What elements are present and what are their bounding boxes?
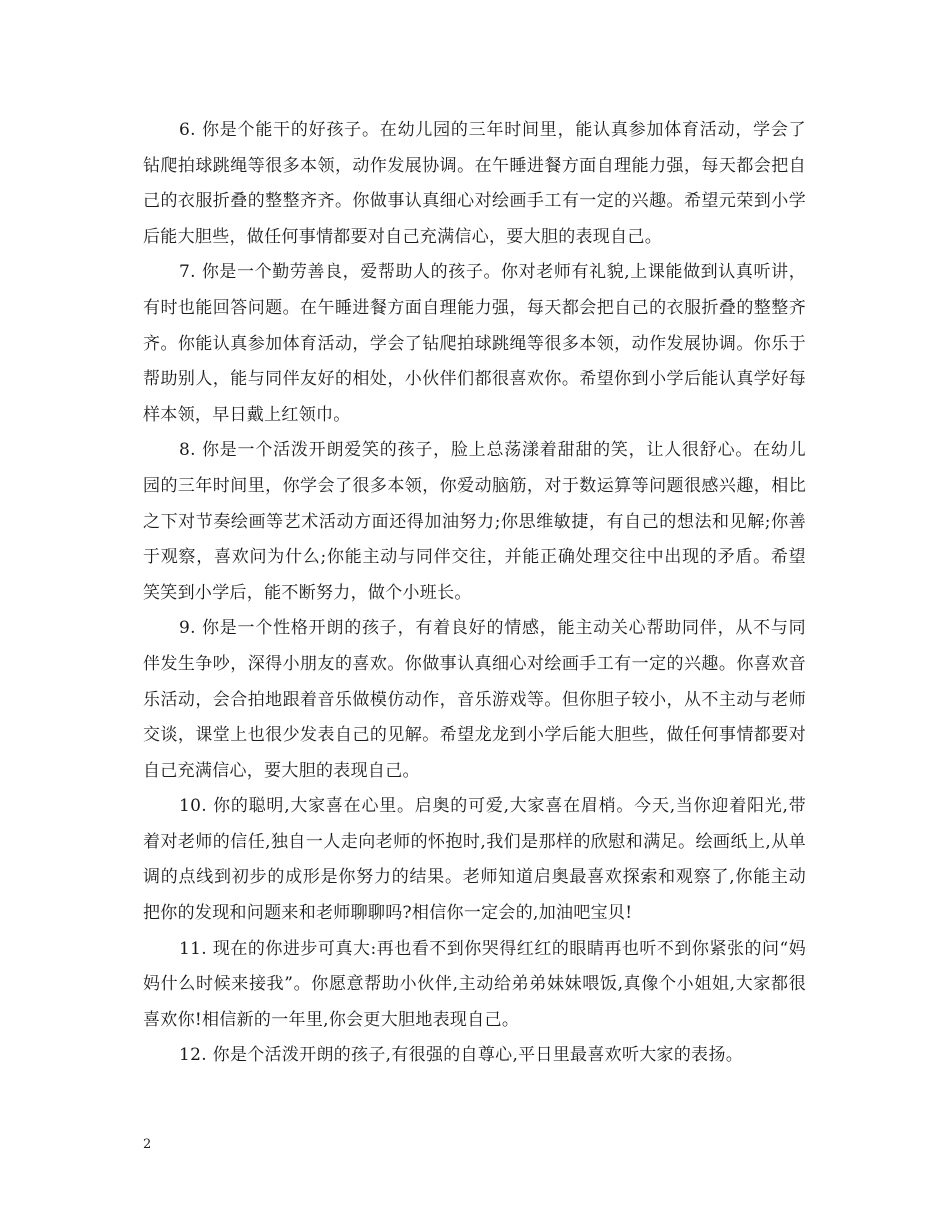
page-number: 2 [143, 1137, 152, 1152]
paragraph-6: 6. 你是个能干的好孩子。在幼儿园的三年时间里，能认真参加体育活动，学会了钻爬拍球跳绳等很多本领，动作发展协调。在午睡进餐方面自理能力强，每天都会把自己的衣服折叠的整整齐齐。你做事认真细心对绘画手工有一定的兴趣。希望元荣到小学后能大胆些，做任何事情都要对自己充满信心，要大胆的表现自己。 [143, 120, 806, 247]
paragraph-10: 10. 你的聪明,大家喜在心里。启奥的可爱,大家喜在眉梢。今天,当你迎着阳光,带着对老师的信任,独自一人走向老师的怀抱时,我们是那样的欣慰和满足。绘画纸上,从单调的点线到初步的成形是你努力的结果。老师知道启奥最喜欢探索和观察了,你能主动把你的发现和问题来和老师聊聊吗?相信你一定会的,加油吧宝贝! [143, 796, 806, 924]
paragraph-7: 7. 你是一个勤劳善良，爱帮助人的孩子。你对老师有礼貌,上课能做到认真听讲，有时也能回答问题。在午睡进餐方面自理能力强，每天都会把自己的衣服折叠的整整齐齐。你能认真参加体育活动，学会了钻爬拍球跳绳等很多本领，动作发展协调。你乐于帮助别人，能与同伴友好的相处，小伙伴们都很喜欢你。希望你到小学后能认真学好每样本领，早日戴上红领巾。 [143, 262, 806, 425]
paragraph-8: 8. 你是一个活泼开朗爱笑的孩子，脸上总荡漾着甜甜的笑，让人很舒心。在幼儿园的三年时间里，你学会了很多本领，你爱动脑筋，对于数运算等问题很感兴趣，相比之下对节奏绘画等艺术活动方面还得加油努力;你思维敏捷，有自己的想法和见解;你善于观察，喜欢问为什么;你能主动与同伴交往，并能正确处理交往中出现的矛盾。希望笑笑到小学后，能不断努力，做个小班长。 [143, 440, 806, 603]
paragraph-11: 11. 现在的你进步可真大:再也看不到你哭得红红的眼睛再也听不到你紧张的问“妈妈什么时候来接我”。你愿意帮助小伙伴,主动给弟弟妹妹喂饭,真像个小姐姐,大家都很喜欢你!相信新的一年里,你会更大胆地表现自己。 [143, 938, 806, 1030]
paragraph-12: 12. 你是个活泼开朗的孩子,有很强的自尊心,平日里最喜欢听大家的表扬。 [179, 1045, 744, 1066]
paragraph-9: 9. 你是一个性格开朗的孩子，有着良好的情感，能主动关心帮助同伴，从不与同伴发生争吵，深得小朋友的喜欢。你做事认真细心对绘画手工有一定的兴趣。你喜欢音乐活动，会合拍地跟着音乐做模仿动作，音乐游戏等。但你胆子较小，从不主动与老师交谈，课堂上也很少发表自己的见解。希望龙龙到小学后能大胆些，做任何事情都要对自己充满信心，要大胆的表现自己。 [143, 618, 806, 781]
document-body [143, 113, 806, 1074]
